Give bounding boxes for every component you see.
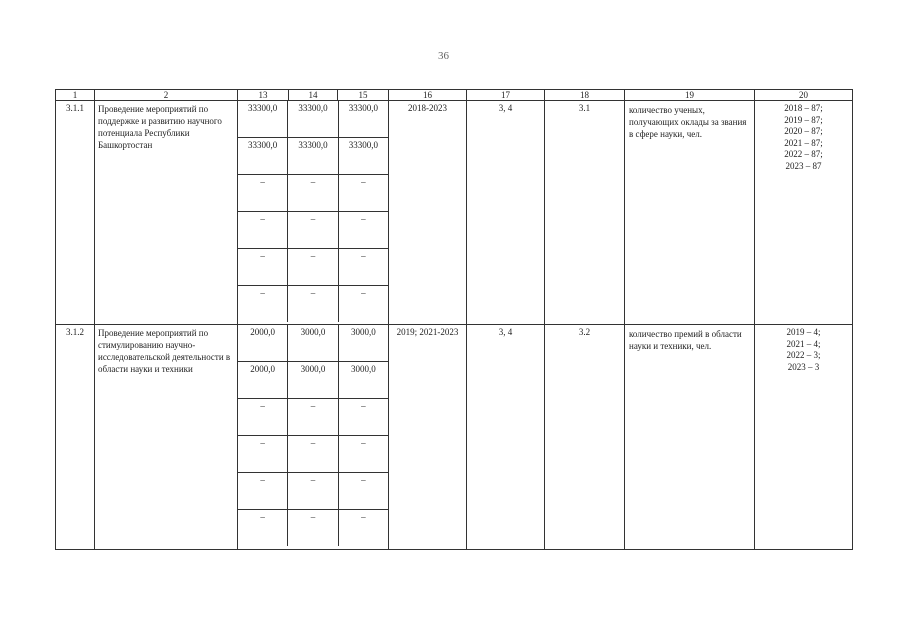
funding-row	[238, 212, 388, 249]
funding-value: –	[338, 473, 388, 509]
funding-value: –	[260, 401, 265, 411]
funding-value: –	[287, 510, 337, 546]
year-value: 2021 – 4;	[786, 338, 821, 349]
funding-row	[238, 138, 388, 175]
col-header: 13	[238, 90, 289, 101]
funding-row	[238, 175, 388, 212]
row-col18: 3.2	[545, 325, 625, 550]
row-name: Проведение мероприятий по поддержке и развитию научного потенциала Республики Башкортостан	[95, 101, 238, 325]
row-col17: 3, 4	[467, 325, 545, 550]
funding-value: –	[260, 251, 265, 261]
row-code: 3.1.1	[56, 101, 95, 325]
funding-row	[238, 436, 388, 473]
funding-value: –	[287, 473, 337, 509]
row-col17: 3, 4	[467, 101, 545, 325]
funding-value: –	[338, 212, 388, 248]
row-period: 2019; 2021-2023	[389, 325, 467, 550]
col-header: 15	[338, 90, 389, 101]
funding-value: –	[287, 399, 337, 435]
funding-value: –	[338, 399, 388, 435]
funding-row	[238, 362, 388, 399]
funding-value: 33300,0	[248, 103, 278, 113]
funding-value: –	[260, 214, 265, 224]
year-value: 2019 – 87;	[784, 114, 823, 125]
year-value: 2023 – 87	[785, 160, 822, 171]
year-value: 2019 – 4;	[786, 327, 821, 337]
funding-row	[238, 249, 388, 286]
table-row	[56, 325, 853, 550]
funding-value: –	[260, 475, 265, 485]
funding-value: 3000,0	[338, 362, 388, 398]
funding-row	[238, 510, 388, 546]
funding-value: 33300,0	[338, 101, 388, 137]
funding-value: 3000,0	[338, 325, 388, 361]
funding-value: 33300,0	[287, 138, 337, 174]
funding-value: 3000,0	[287, 325, 337, 361]
funding-cells	[238, 325, 389, 550]
funding-value: –	[260, 288, 265, 298]
funding-value: 33300,0	[248, 140, 278, 150]
funding-row	[238, 473, 388, 510]
funding-cells	[238, 101, 389, 325]
program-table	[55, 89, 853, 550]
row-indicator: количество премий в области науки и техники, чел.	[625, 325, 755, 550]
row-code: 3.1.2	[56, 325, 95, 550]
year-value: 2018 – 87;	[784, 103, 823, 113]
funding-value: –	[287, 436, 337, 472]
col-header: 18	[545, 90, 625, 101]
year-value: 2021 – 87;	[784, 137, 823, 148]
funding-value: 33300,0	[287, 101, 337, 137]
row-indicator: количество ученых, получающих оклады за звания в сфере науки, чел.	[625, 101, 755, 325]
col-header: 20	[755, 90, 853, 101]
col-header: 1	[56, 90, 95, 101]
col-header: 16	[389, 90, 467, 101]
funding-value: –	[287, 286, 337, 322]
page-number: 36	[438, 50, 449, 62]
year-value: 2022 – 3;	[786, 350, 821, 360]
header-row	[56, 90, 853, 101]
col-header: 17	[467, 90, 545, 101]
row-values	[755, 325, 853, 550]
table-row	[56, 101, 853, 325]
funding-row	[238, 399, 388, 436]
row-values	[755, 101, 853, 325]
funding-value: 2000,0	[250, 364, 276, 374]
funding-value: 2000,0	[250, 327, 276, 337]
col-header: 19	[625, 90, 755, 101]
col-header: 2	[95, 90, 238, 101]
funding-row	[238, 325, 388, 362]
row-col18: 3.1	[545, 101, 625, 325]
year-value: 2022 – 87;	[784, 149, 823, 159]
funding-value: –	[287, 212, 337, 248]
year-value: 2020 – 87;	[784, 126, 823, 136]
funding-value: –	[287, 249, 337, 285]
row-name: Проведение мероприятий по стимулированию научно-исследовательской деятельности в области науки и техники	[95, 325, 238, 550]
funding-value: –	[260, 177, 265, 187]
funding-value: –	[260, 438, 265, 448]
funding-value: –	[338, 249, 388, 285]
funding-row	[238, 286, 388, 322]
year-value: 2023 – 3	[787, 361, 820, 372]
funding-value: –	[287, 175, 337, 211]
funding-value: –	[338, 286, 388, 322]
funding-row	[238, 101, 388, 138]
row-period: 2018-2023	[389, 101, 467, 325]
funding-value: –	[338, 510, 388, 546]
funding-value: –	[338, 436, 388, 472]
funding-value: 33300,0	[338, 138, 388, 174]
funding-value: –	[260, 512, 265, 522]
funding-value: –	[338, 175, 388, 211]
col-header: 14	[289, 90, 338, 101]
funding-value: 3000,0	[287, 362, 337, 398]
